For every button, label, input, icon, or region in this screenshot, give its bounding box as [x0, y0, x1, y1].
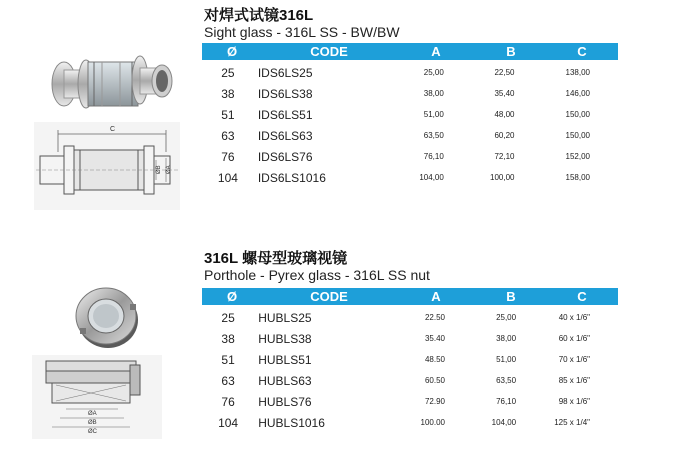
- cell-b: 35,40: [494, 89, 515, 98]
- cell-b: 60,20: [494, 131, 515, 140]
- cell-diameter: 63: [221, 128, 235, 143]
- section2-subtitle: Porthole - Pyrex glass - 316L SS nut: [204, 267, 430, 283]
- cell-a: 63,50: [423, 131, 444, 140]
- sight-glass-photo: [42, 40, 182, 120]
- cell-code: HUBLS51: [258, 352, 312, 367]
- cell-code: IDS6LS25: [257, 65, 313, 80]
- section2-title: 316L 螺母型玻璃视镜: [204, 250, 348, 267]
- cell-c: 125 x 1/4": [554, 418, 590, 427]
- cell-diameter: 38: [221, 331, 235, 346]
- table-row: [202, 125, 618, 146]
- cell-diameter: 25: [221, 65, 235, 80]
- cell-a: 76,10: [423, 152, 444, 161]
- cell-code: IDS6LS76: [257, 149, 313, 164]
- cell-a: 72.90: [424, 397, 445, 406]
- header-code: CODE: [310, 44, 348, 59]
- cell-a: 100.00: [420, 418, 445, 427]
- cell-c: 70 x 1/6": [558, 355, 590, 364]
- cell-b: 76,10: [496, 397, 517, 406]
- cell-b: 72,10: [494, 152, 515, 161]
- section2-table-header: [202, 288, 618, 305]
- cell-b: 104,00: [491, 418, 517, 427]
- section1-table: [202, 62, 618, 188]
- cell-code: HUBLS76: [258, 394, 312, 409]
- table-row: [202, 146, 618, 167]
- cell-c: 158,00: [565, 173, 590, 182]
- cell-b: 38,00: [496, 334, 517, 343]
- cell-diameter: 104: [218, 415, 239, 430]
- table-row: [202, 104, 618, 125]
- section1-title: 对焊式试镜316L: [204, 7, 314, 24]
- cell-diameter: 63: [221, 373, 235, 388]
- cell-a: 35.40: [424, 334, 445, 343]
- cell-b: 25,00: [496, 313, 517, 322]
- cell-diameter: 51: [221, 107, 235, 122]
- cell-b: 22,50: [494, 68, 515, 77]
- cell-a: 51,00: [423, 110, 444, 119]
- drawing-label-c: ØC: [88, 429, 97, 435]
- cell-b: 51,00: [496, 355, 517, 364]
- cell-diameter: 51: [221, 352, 235, 367]
- header-diameter: Ø: [226, 44, 238, 59]
- drawing-label-a: ØA: [166, 165, 172, 174]
- cell-diameter: 38: [221, 86, 235, 101]
- cell-c: 98 x 1/6": [558, 397, 590, 406]
- table-row: [202, 391, 618, 412]
- cell-code: IDS6LS1016: [257, 170, 326, 185]
- section2-table: [202, 307, 618, 433]
- sight-glass-drawing: [34, 122, 180, 210]
- table-row: [202, 412, 618, 433]
- table-row: [202, 307, 618, 328]
- header-code: CODE: [310, 289, 348, 304]
- cell-b: 48,00: [494, 110, 515, 119]
- table-row: [202, 167, 618, 188]
- cell-diameter: 25: [221, 310, 235, 325]
- cell-a: 22.50: [424, 313, 445, 322]
- header-c: C: [577, 44, 587, 59]
- cell-a: 25,00: [423, 68, 444, 77]
- header-c: C: [577, 289, 587, 304]
- cell-b: 100,00: [490, 173, 515, 182]
- cell-c: 152,00: [565, 152, 590, 161]
- cell-b: 63,50: [496, 376, 517, 385]
- table-row: [202, 370, 618, 391]
- cell-a: 60.50: [424, 376, 445, 385]
- table-row: [202, 328, 618, 349]
- cell-c: 146,00: [565, 89, 590, 98]
- section1-table-header: [202, 43, 618, 60]
- cell-code: IDS6LS63: [257, 128, 313, 143]
- cell-code: HUBLS25: [258, 310, 312, 325]
- cell-code: IDS6LS38: [257, 86, 313, 101]
- drawing-label-c: C: [110, 126, 116, 133]
- cell-c: 60 x 1/6": [558, 334, 590, 343]
- cell-diameter: 76: [221, 394, 235, 409]
- table-row: [202, 62, 618, 83]
- table-row: [202, 349, 618, 370]
- cell-a: 38,00: [423, 89, 444, 98]
- header-a: A: [431, 44, 441, 59]
- header-b: B: [506, 289, 516, 304]
- cell-c: 150,00: [565, 110, 590, 119]
- cell-diameter: 76: [221, 149, 235, 164]
- cell-diameter: 104: [217, 170, 238, 185]
- cell-a: 104,00: [419, 173, 444, 182]
- cell-c: 85 x 1/6": [558, 376, 590, 385]
- cell-code: HUBLS38: [258, 331, 312, 346]
- cell-a: 48.50: [424, 355, 445, 364]
- porthole-drawing: [32, 355, 162, 439]
- porthole-photo: [70, 282, 146, 352]
- drawing-label-b: ØB: [156, 165, 162, 174]
- section1-subtitle: Sight glass - 316L SS - BW/BW: [204, 24, 400, 40]
- drawing-label-a: ØA: [88, 411, 97, 417]
- cell-c: 150,00: [565, 131, 590, 140]
- header-a: A: [431, 289, 441, 304]
- header-diameter: Ø: [226, 289, 238, 304]
- cell-code: HUBLS1016: [258, 415, 325, 430]
- cell-c: 138,00: [565, 68, 590, 77]
- cell-code: HUBLS63: [258, 373, 312, 388]
- cell-c: 40 x 1/6": [558, 313, 590, 322]
- drawing-label-b: ØB: [88, 420, 97, 426]
- table-row: [202, 83, 618, 104]
- header-b: B: [506, 44, 516, 59]
- cell-code: IDS6LS51: [257, 107, 313, 122]
